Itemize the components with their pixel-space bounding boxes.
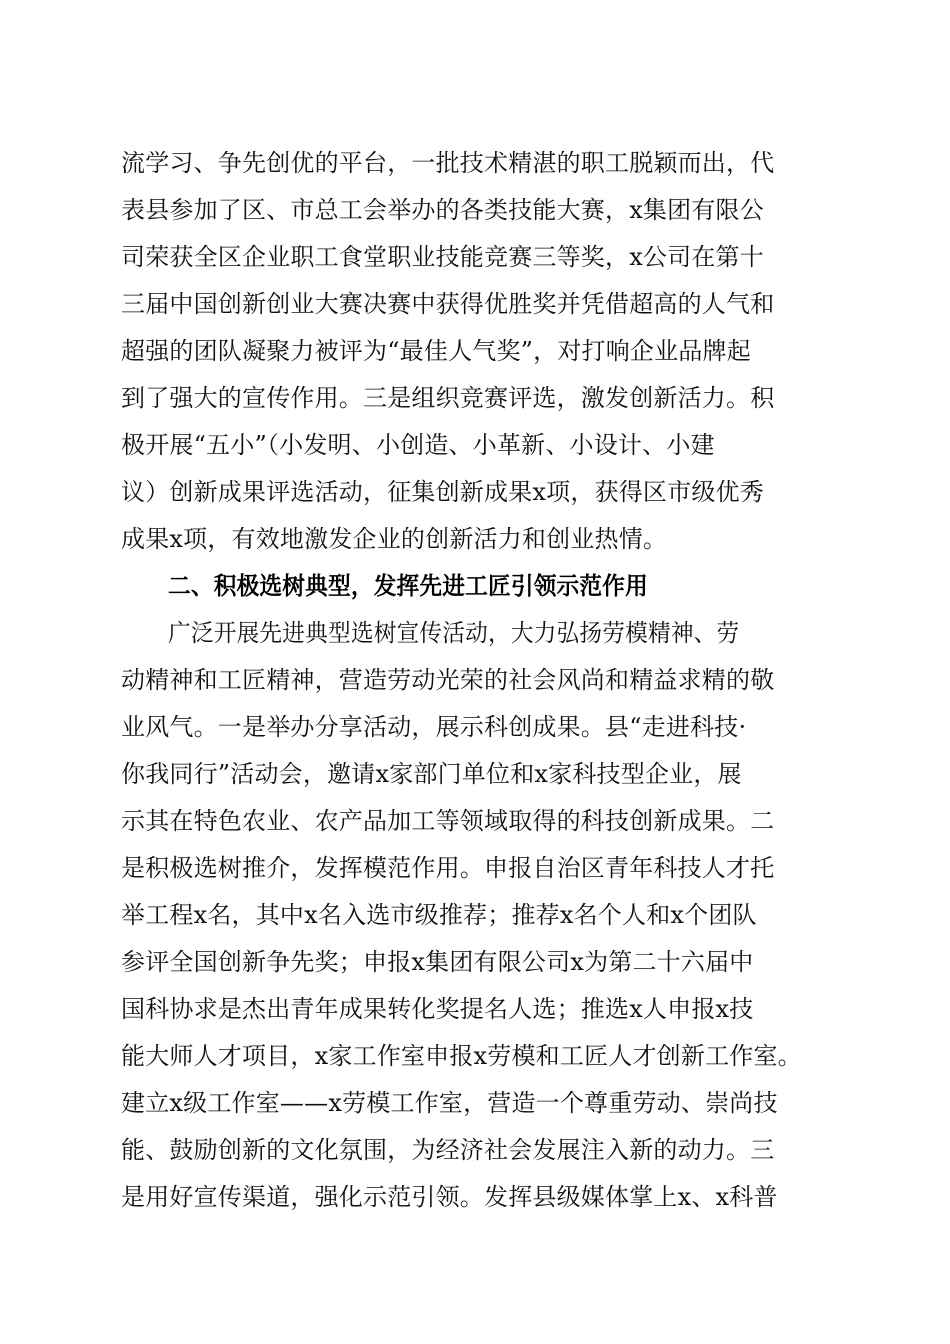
text-line: 三届中国创新创业大赛决赛中获得优胜奖并凭借超高的人气和: [121, 290, 775, 318]
text-line: 超强的团队凝聚力被评为“最佳人气奖”，对打响企业品牌起: [121, 337, 751, 365]
text-line: 国科协求是杰出青年成果转化奖提名人选；推选x人申报x技: [121, 995, 754, 1023]
text-line: 举工程x名，其中x名入选市级推荐；推荐x名个人和x个团队: [121, 901, 757, 929]
text-line: 业风气。一是举办分享活动，展示科创成果。县“走进科技·: [121, 713, 747, 741]
text-line: 成果x项，有效地激发企业的创新活力和创业热情。: [121, 525, 668, 553]
text-line: 你我同行”活动会，邀请x家部门单位和x家科技型企业，展: [121, 760, 742, 788]
text-line: 建立x级工作室——x劳模工作室，营造一个尊重劳动、崇尚技: [121, 1089, 778, 1117]
paragraph-first-line: 广泛开展先进典型选树宣传活动，大力弘扬劳模精神、劳: [168, 619, 740, 647]
text-line: 是积极选树推介，发挥模范作用。申报自治区青年科技人才托: [121, 854, 775, 882]
text-line: 能大师人才项目，x家工作室申报x劳模和工匠人才创新工作室。: [121, 1042, 802, 1070]
text-line: 议）创新成果评选活动，征集创新成果x项，获得区市级优秀: [121, 478, 764, 506]
text-line: 司荣获全区企业职工食堂职业技能竞赛三等奖，x公司在第十: [121, 243, 764, 271]
text-line: 到了强大的宣传作用。三是组织竞赛评选，激发创新活力。积: [121, 384, 775, 412]
text-line: 参评全国创新争先奖；申报x集团有限公司x为第二十六届中: [121, 948, 754, 976]
text-line: 表县参加了区、市总工会举办的各类技能大赛，x集团有限公: [121, 196, 764, 224]
text-line: 是用好宣传渠道，强化示范引领。发挥县级媒体掌上x、x科普: [121, 1183, 778, 1211]
section-heading: 二、积极选树典型，发挥先进工匠引领示范作用: [168, 572, 648, 600]
text-line: 示其在特色农业、农产品加工等领域取得的科技创新成果。二: [121, 807, 775, 835]
text-line: 流学习、争先创优的平台，一批技术精湛的职工脱颖而出，代: [121, 149, 775, 177]
text-line: 动精神和工匠精神，营造劳动光荣的社会风尚和精益求精的敬: [121, 666, 775, 694]
text-line: 极开展“五小”（小发明、小创造、小革新、小设计、小建: [121, 431, 715, 459]
text-line: 能、鼓励创新的文化氛围，为经济社会发展注入新的动力。三: [121, 1136, 775, 1164]
